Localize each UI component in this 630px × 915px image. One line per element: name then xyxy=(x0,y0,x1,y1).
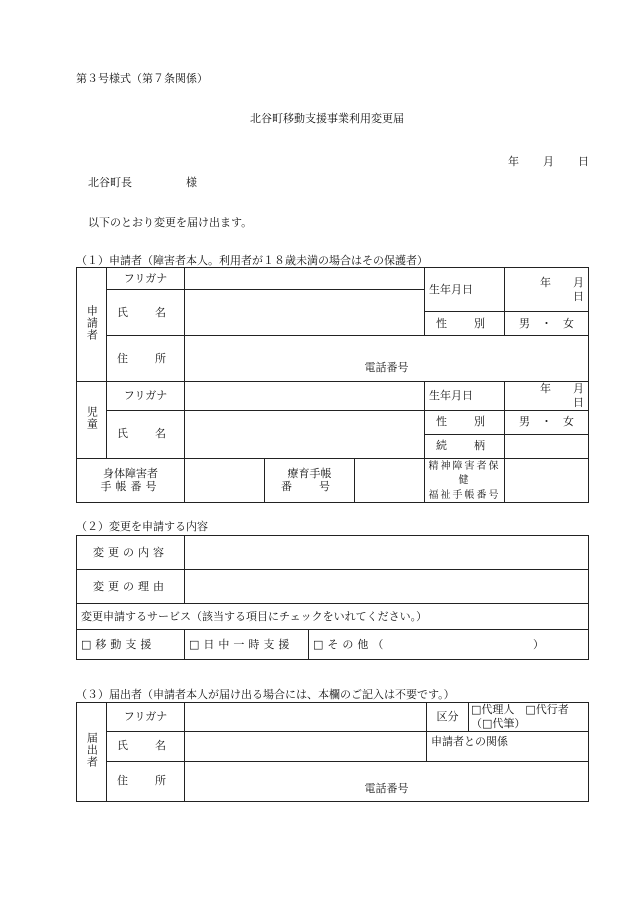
service-option-other[interactable]: □その他（ xyxy=(313,637,388,651)
section1-heading: （１）申請者（障害者本人。利用者が１８歳未満の場合はその保護者） xyxy=(76,254,428,267)
applicant-sex-label: 性 別 xyxy=(425,312,505,336)
child-birthdate-field[interactable]: 年 月 日 xyxy=(505,382,589,411)
child-furigana-label: フリガナ xyxy=(107,382,185,411)
ryoiku-label-1: 療育手帳 xyxy=(287,466,332,480)
date-year: 年 xyxy=(508,155,519,168)
physical-disability-book-field[interactable] xyxy=(185,458,265,503)
reporter-phone-label: 電話番号 xyxy=(364,782,409,796)
child-name-field[interactable] xyxy=(185,410,425,458)
page-title: 北谷町移動支援事業利用変更届 xyxy=(250,112,404,125)
reporter-category-label: 区分 xyxy=(427,703,469,732)
reporter-label-cell xyxy=(77,703,107,802)
mental-health-book-label xyxy=(425,458,505,503)
section2-heading: （２）変更を申請する内容 xyxy=(76,520,208,533)
applicant-birthdate-label: 生年月日 xyxy=(425,268,505,312)
applicant-furigana-field[interactable] xyxy=(185,268,425,290)
change-reason-field[interactable] xyxy=(185,570,589,604)
reporter-label: 届出者 xyxy=(85,731,99,768)
physical-book-label-2: 手帳番号 xyxy=(100,480,161,494)
applicant-name-field[interactable] xyxy=(185,290,425,336)
change-content-field[interactable] xyxy=(185,536,589,570)
applicant-phone-label: 電話番号 xyxy=(364,360,409,374)
change-reason-label: 変更の理由 xyxy=(77,570,185,604)
child-label-cell xyxy=(77,382,107,459)
applicant-label: 申請者 xyxy=(85,304,99,341)
reporter-category-options[interactable]: □代理人 □代行者（□代筆） xyxy=(469,703,589,732)
child-furigana-field[interactable] xyxy=(185,382,425,411)
child-relation-field[interactable] xyxy=(505,434,589,458)
reporter-address-field[interactable] xyxy=(185,761,589,801)
mental-label-1: 精神障害者保健 xyxy=(428,460,501,486)
applicant-birthdate-field[interactable]: 年 月 日 xyxy=(505,268,589,312)
ryoiku-label-2: 番 号 xyxy=(281,480,338,494)
form-number: 第３号様式（第７条関係） xyxy=(76,72,208,85)
applicant-address-label: 住 所 xyxy=(107,336,185,382)
mental-label-2: 福祉手帳番号 xyxy=(428,489,501,501)
applicant-table xyxy=(76,267,606,503)
addressee-honorific: 様 xyxy=(186,176,197,189)
service-option-other-cell[interactable] xyxy=(309,630,589,660)
service-note: 変更申請するサービス（該当する項目にチェックをいれてください。） xyxy=(77,604,589,630)
reporter-relation-label: 申請者との関係 xyxy=(431,734,508,748)
reporter-name-field[interactable] xyxy=(185,731,427,761)
section3-heading: （３）届出者（申請者本人が届け出る場合には、本欄のご記入は不要です。） xyxy=(76,688,455,701)
applicant-label-cell xyxy=(77,268,107,382)
reporter-relation-field[interactable] xyxy=(427,731,589,761)
applicant-sex-options[interactable]: 男 ・ 女 xyxy=(505,312,589,336)
reporter-name-label: 氏 名 xyxy=(107,731,185,761)
child-sex-options[interactable]: 男 ・ 女 xyxy=(505,410,589,434)
reporter-furigana-field[interactable] xyxy=(185,703,427,732)
service-option-other-close: ） xyxy=(533,637,544,651)
child-sex-label: 性 別 xyxy=(425,410,505,434)
service-option-daytime[interactable]: □日中一時支援 xyxy=(185,630,309,660)
child-birthdate-label: 生年月日 xyxy=(425,382,505,411)
child-label: 児童 xyxy=(85,405,99,430)
ryoiku-book-label xyxy=(265,458,355,503)
child-relation-label: 続 柄 xyxy=(425,434,505,458)
physical-book-label-1: 身体障害者 xyxy=(103,466,158,480)
addressee: 北谷町長 xyxy=(88,176,132,189)
physical-disability-book-label xyxy=(77,458,185,503)
applicant-furigana-label: フリガナ xyxy=(107,268,185,290)
change-table xyxy=(76,535,589,660)
date-day: 日 xyxy=(578,155,589,168)
ryoiku-book-field[interactable] xyxy=(355,458,425,503)
date-month: 月 xyxy=(543,155,554,168)
applicant-name-label: 氏 名 xyxy=(107,290,185,336)
reporter-address-label: 住 所 xyxy=(107,761,185,801)
applicant-address-field[interactable] xyxy=(185,336,589,382)
mental-health-book-field[interactable] xyxy=(505,458,589,503)
intro-text: 以下のとおり変更を届け出ます。 xyxy=(88,216,253,229)
service-option-mobility[interactable]: □移動支援 xyxy=(77,630,185,660)
reporter-table xyxy=(76,702,589,802)
change-content-label: 変更の内容 xyxy=(77,536,185,570)
child-name-label: 氏 名 xyxy=(107,410,185,458)
reporter-furigana-label: フリガナ xyxy=(107,703,185,732)
